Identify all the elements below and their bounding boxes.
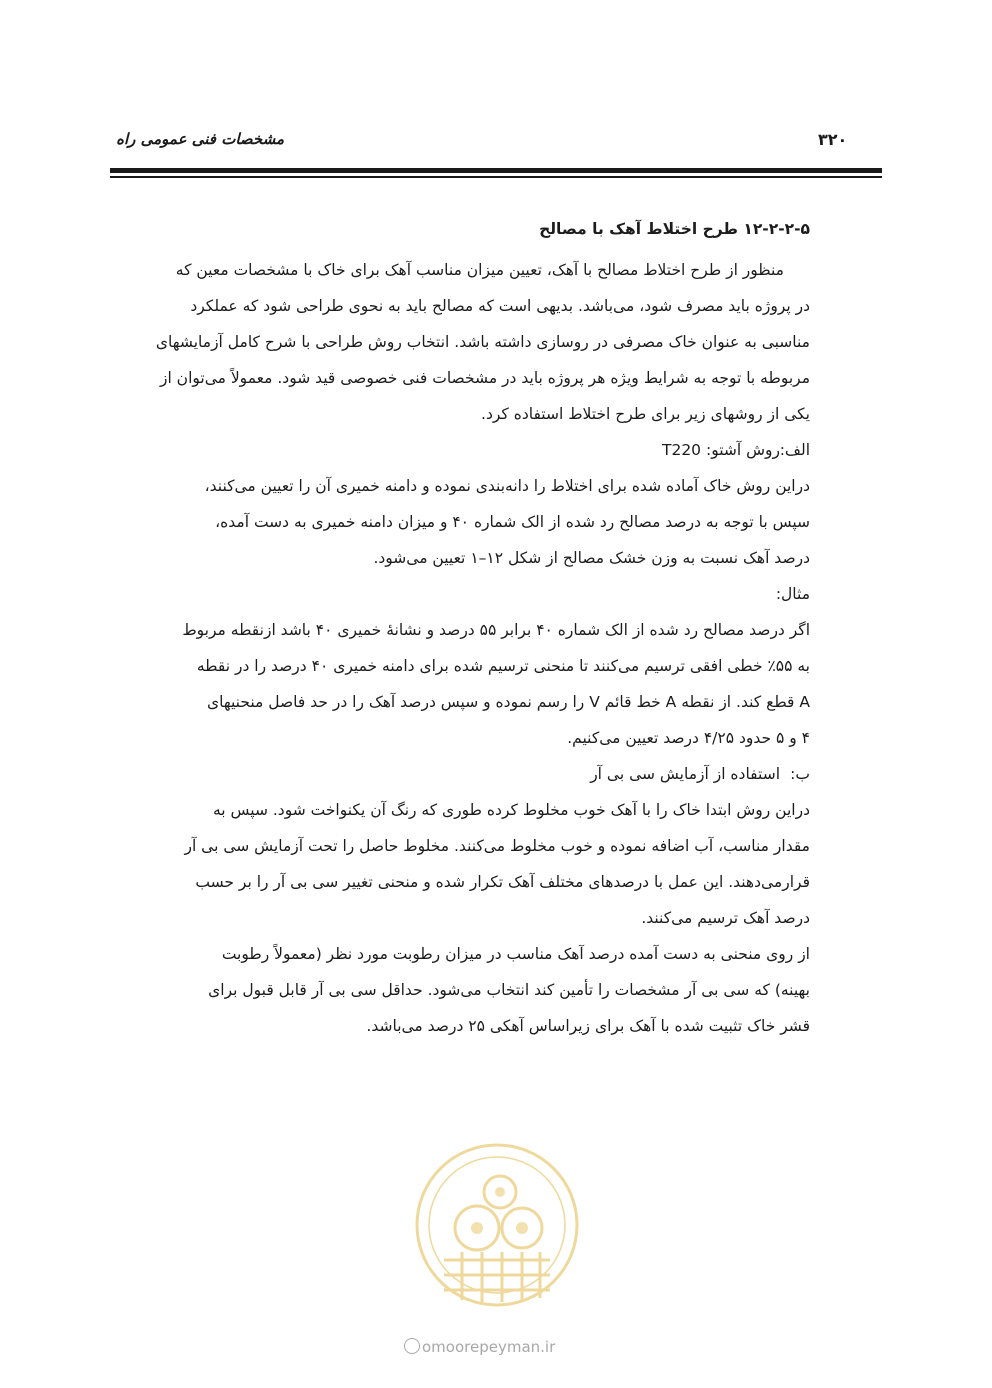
- at-icon: [404, 1338, 420, 1354]
- item-b-line: درصد آهک ترسیم می‌کنند.: [641, 909, 810, 927]
- intro-line: یکی از روشهای زیر برای طرح اختلاط استفاده کرد.: [481, 405, 810, 423]
- example-line: اگر درصد مصالح رد شده از الک شماره ۴۰ برابر ۵۵ درصد و نشانهٔ خمیری ۴۰ باشد ازنقطه مربوط: [182, 621, 810, 639]
- section-heading: ۱۲-۲-۲-۵ طرح اختلاط آهک با مصالح: [539, 220, 810, 238]
- item-a-line: سپس با توجه به درصد مصالح رد شده از الک شماره ۴۰ و میزان دامنه خمیری به دست آمده،: [215, 513, 810, 531]
- example-line: A قطع کند. از نقطه A خط قائم V را رسم نموده و سپس درصد آهک را در حد فاصل منحنیهای: [206, 693, 810, 711]
- intro-line: مناسبی به عنوان خاک مصرفی در روسازی داشته باشد. انتخاب روش طراحی با شرح کامل آزمایشهای: [155, 333, 810, 351]
- item-b-title: استفاده از آزمایش سی بی آر: [590, 765, 780, 783]
- intro-line: منظور از طرح اختلاط مصالح با آهک، تعیین میزان مناسب آهک برای خاک با مشخصات معین که: [175, 261, 784, 279]
- header-rule-thick: [110, 168, 882, 173]
- watermark-url-text: omoorepeyman.ir: [422, 1338, 556, 1356]
- page-number: ۳۲۰: [818, 130, 848, 149]
- watermark-logo: [382, 1130, 612, 1320]
- closing-line: از روی منحنی به دست آمده درصد آهک مناسب در میزان رطوبت مورد نظر (معمولاً رطوبت: [221, 945, 810, 963]
- body-text: [110, 212, 810, 1044]
- watermark-url: [404, 1338, 555, 1356]
- item-b-line: مقدار مناسب، آب اضافه نموده و خوب مخلوط می‌کنند. مخلوط حاصل را تحت آزمایش سی بی آر: [184, 837, 810, 855]
- item-a-line: دراین روش خاک آماده شده برای اختلاط را دانه‌بندی نموده و دامنه خمیری آن را تعیین می‌کنند،: [204, 477, 810, 495]
- example-line: به ۵۵٪ خطی افقی ترسیم می‌کنند تا منحنی ترسیم شده برای دامنه خمیری ۴۰ درصد را در نقطه: [196, 657, 810, 675]
- example-line: ۴ و ۵ حدود ۴/۲۵ درصد تعیین می‌کنیم.: [567, 729, 810, 747]
- item-a-line: درصد آهک نسبت به وزن خشک مصالح از شکل ۱۲–۱ تعیین می‌شود.: [373, 549, 810, 567]
- list-item-a: [110, 432, 810, 468]
- item-a-title: روش آشتو: T220: [661, 441, 780, 459]
- header-rule-thin: [110, 176, 882, 178]
- closing-line: قشر خاک تثبیت شده با آهک برای زیراساس آهکی ۲۵ درصد می‌باشد.: [366, 1017, 810, 1035]
- example-label: مثال:: [775, 585, 810, 603]
- closing-line: بهینه) که سی بی آر مشخصات را تأمین کند انتخاب می‌شود. حداقل سی بی آر قابل قبول برای: [208, 981, 810, 999]
- item-b-label: ب:: [790, 765, 810, 783]
- item-b-line: قرارمی‌دهند. این عمل با درصدهای مختلف آهک تکرار شده و منحنی تغییر سی بی آر را بر حسب: [195, 873, 810, 891]
- intro-line: مربوطه با توجه به شرایط ویژه هر پروژه باید در مشخصات فنی خصوصی قید شود. معمولاً می‌توان از: [159, 369, 810, 387]
- running-header-title: مشخصات فنی عمومی راه: [116, 130, 284, 148]
- intro-line: در پروژه باید مصرف شود، می‌باشد. بدیهی است که مصالح باید به نحوی طراحی شود که عملکرد: [190, 297, 810, 315]
- list-item-b: [110, 756, 810, 792]
- item-b-line: دراین روش ابتدا خاک را با آهک خوب مخلوط کرده طوری که رنگ آن یکنواخت شود. سپس به: [212, 801, 810, 819]
- item-a-label: الف:: [779, 441, 810, 459]
